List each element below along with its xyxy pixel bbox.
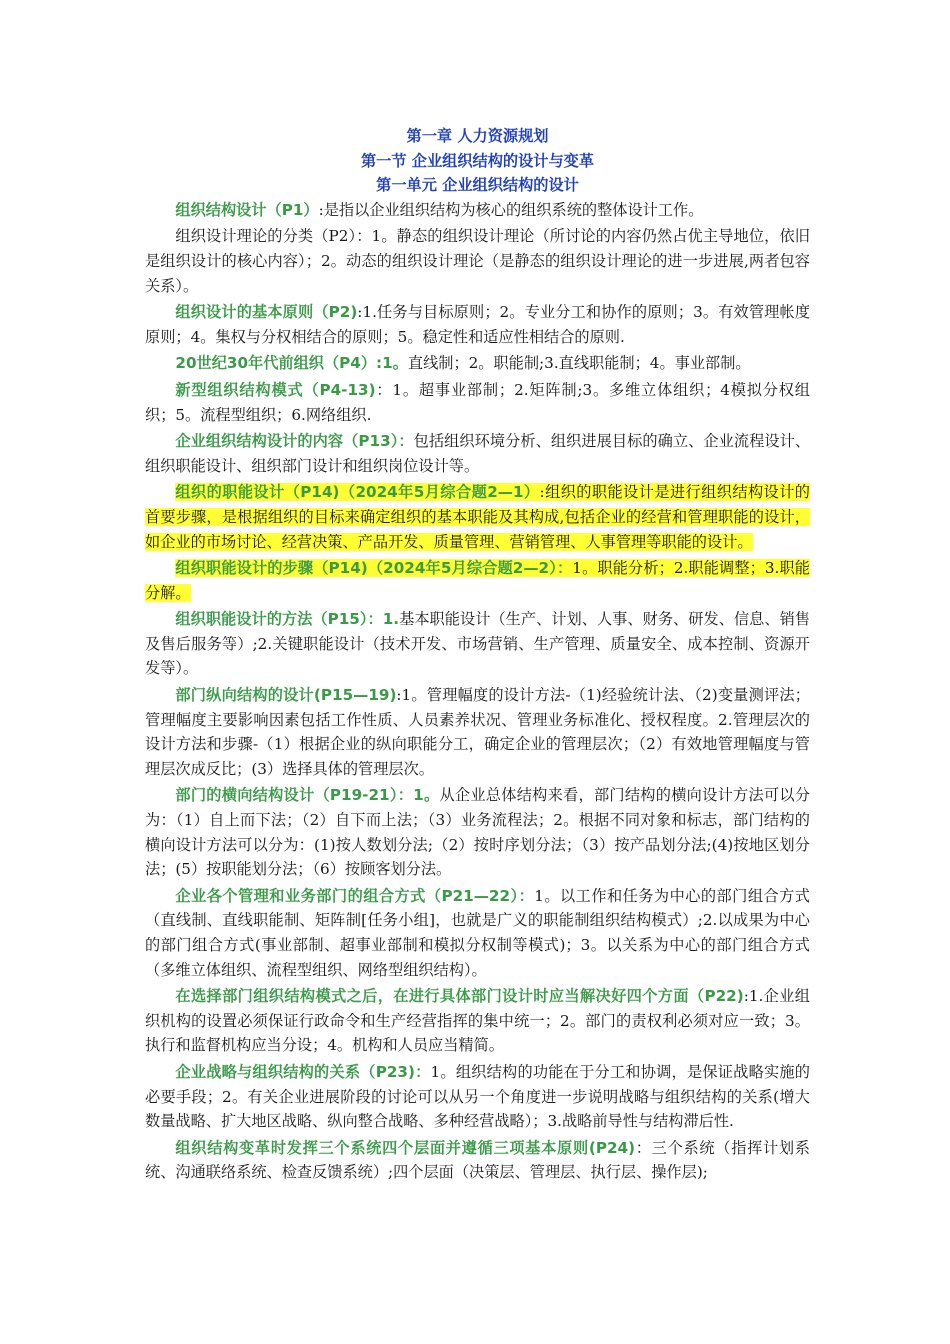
paragraph	[145, 429, 810, 478]
paragraph-term: 新型组织结构模式（P4-13)	[175, 380, 376, 399]
paragraph-text: :1。管理幅度的设计方法-（1)经验统计法、（2)变量测评法；管理幅度主要影响因素包括工作性质、人员素养状况、管理业务标准化、授权程度。2.管理层次的设计方法和步骤-（1）根据企业的纵向职能分工，确定企业的管理层次；（2）有效地管理幅度与管理层次成反比；(3）选择具体的管理层次。	[145, 686, 810, 778]
paragraph-text: 1。以工作和任务为中心的部门组合方式（直线制、直线职能制、矩阵制[任务小组]，也就是广义的职能制组织结构模式）;2.以成果为中心的部门组合方式(事业部制、超事业部制和模拟分权制等模式)；3。以关系为中心的部门组合方式（多维立体组织、流程型组织、网络型组织结构）。	[145, 886, 810, 979]
paragraph-text: 1。组织结构的功能在于分工和协调，是保证战略实施的必要手段；2。有关企业进展阶段的讨论可以从另一个角度进一步说明战略与组织结构的关系(增大数量战略、扩大地区战略、纵向整合战略、多种经营战略）；3.战略前导性与结构滞后性.	[145, 1062, 810, 1131]
paragraph-term: 20世纪30年代前组织（P4）:1。	[175, 354, 408, 373]
paragraph	[145, 480, 810, 554]
paragraph	[145, 198, 810, 223]
paragraph-term: 组织设计的基本原则（P2)	[175, 303, 358, 322]
paragraph-term: 企业组织结构设计的内容（P13）：	[175, 432, 414, 451]
paragraph	[145, 607, 810, 681]
paragraph	[145, 1136, 810, 1185]
paragraph-text: 包括组织环境分析、组织进展目标的确立、企业流程设计、组织职能设计、组织部门设计和组织岗位设计等。	[145, 432, 811, 475]
paragraph-text: :是指以企业组织结构为核心的组织系统的整体设计工作。	[318, 200, 704, 219]
paragraph-text: 直线制；2。职能制;3.直线职能制；4。事业部制。	[407, 354, 751, 373]
paragraph	[145, 683, 810, 781]
paragraph-text: :1.任务与目标原则；2。专业分工和协作的原则；3。有效管理帐度原则；4。集权与分权相结合的原则；5。稳定性和适应性相结合的原则.	[145, 303, 811, 346]
paragraph-text: :组织的职能设计是进行组织结构设计的首要步骤，是根据组织的目标来确定组织的基本职能及其构成,包括企业的经营和管理职能的设计，如企业的市场讨论、经营决策、产品开发、质量管理、营销管理、人事管理等职能的设计。	[145, 483, 810, 551]
paragraph-term: 组织结构变革时发挥三个系统四个层面并遵循三项基本原则(P24)	[175, 1138, 636, 1157]
paragraph-term: 组织职能设计的步骤（P14)（2024年5月综合题2—2）：	[175, 559, 573, 578]
paragraph	[145, 984, 810, 1058]
paragraph	[145, 378, 810, 427]
paragraph-text: 组织设计理论的分类（P2）：1。静态的组织设计理论（所讨论的内容仍然占优主导地位，依旧是组织设计的核心内容）；2。动态的组织设计理论（是静态的组织设计理论的进一步进展,两者包容关系）。	[145, 227, 810, 295]
paragraph-term: 部门纵向结构的设计(P15—19)	[175, 686, 397, 705]
paragraph	[145, 783, 810, 881]
paragraph	[145, 351, 810, 376]
section-heading: 第一节 企业组织结构的设计与变革	[360, 151, 595, 170]
unit-heading: 第一单元 企业组织结构的设计	[376, 176, 579, 195]
paragraph	[145, 300, 810, 349]
paragraph-text: 1。职能分析；2.职能调整；3.职能分解。	[145, 559, 810, 602]
paragraph-term: 企业各个管理和业务部门的组合方式（P21—22）：	[175, 886, 535, 905]
paragraph-term: 部门的横向结构设计（P19-21）：1。	[175, 786, 440, 805]
paragraph-text: ：1。超事业部制；2.矩阵制;3。多维立体组织；4模拟分权组织；5。流程型组织；6.网络组织.	[145, 380, 810, 424]
chapter-heading: 第一章 人力资源规划	[406, 127, 549, 145]
paragraph	[145, 556, 810, 605]
paragraph-term: 组织结构设计（P1）	[175, 200, 319, 219]
paragraph	[145, 884, 810, 982]
paragraph	[145, 224, 810, 298]
paragraph-term: 在选择部门组织结构模式之后，在进行具体部门设计时应当解决好四个方面（P22)	[175, 987, 744, 1006]
paragraph	[145, 1060, 810, 1134]
paragraph-term: 企业战略与组织结构的关系（P23)：	[175, 1062, 431, 1081]
paragraph-list	[145, 198, 810, 1185]
paragraph-term: 组织的职能设计（P14)（2024年5月综合题2—1）	[175, 483, 540, 502]
paragraph-text: 从企业总体结构来看，部门结构的横向设计方法可以分为：（1）自上而下法；（2）自下而上法；（3）业务流程法；2。根据不同对象和标志，部门结构的横向设计方法可以分为：(1)按人数划分法;（2）按时序划分法；（3）按产品划分法;(4)按地区划分法；(5）按职能划分法；（6）按顾客划分法。	[145, 786, 811, 879]
paragraph-term: 组织职能设计的方法（P15）：1.	[175, 610, 400, 629]
paragraph-text: ：三个系统（指挥计划系统、沟通联络系统、检查反馈系统）;四个层面（决策层、管理层、执行层、操作层);	[145, 1138, 810, 1182]
document-body	[145, 124, 810, 1187]
paragraph-text: 基本职能设计（生产、计划、人事、财务、研发、信息、销售及售后服务等）;2.关键职能设计（技术开发、市场营销、生产管理、质量安全、成本控制、资源开发等）。	[145, 610, 810, 678]
paragraph-text: :1.企业组织机构的设置必须保证行政命令和生产经营指挥的集中统一；2。部门的责权利必须对应一致；3。执行和监督机构应当分设；4。机构和人员应当精简。	[145, 987, 810, 1055]
